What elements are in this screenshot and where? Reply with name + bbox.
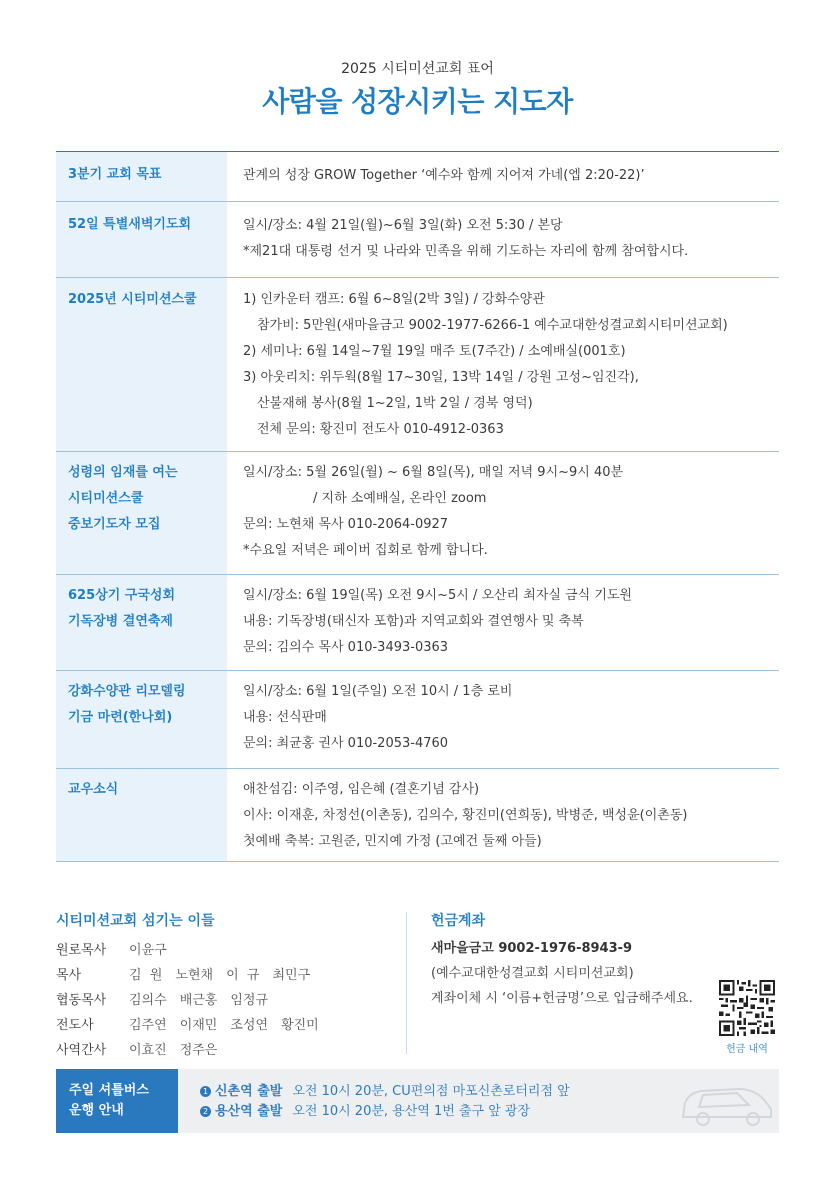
staff-role: 협동목사 [56, 993, 107, 1008]
content-line: *수요일 저녁은 페이버 집회로 함께 합니다. [243, 543, 488, 558]
content-line: 일시/장소: 6월 19일(목) 오전 9시~5시 / 오산리 최자실 금식 기도원 [243, 588, 632, 603]
staff-name: 김 원 [129, 968, 163, 983]
shuttle-label-line: 운행 안내 [69, 1103, 124, 1118]
row-content [227, 152, 779, 201]
number-badge: 1 [200, 1086, 211, 1097]
row-label-line: 625상기 구국성회 [68, 588, 176, 603]
number-badge: 2 [200, 1106, 211, 1117]
staff-name: 이 규 [226, 968, 260, 983]
shuttle-station: 용산역 출발 [215, 1104, 283, 1119]
shuttle-station: 신촌역 출발 [215, 1084, 283, 1099]
header-subtitle: 2025 시티미션교회 표어 [341, 61, 494, 77]
row-label [56, 202, 227, 277]
content-line: 문의: 노현채 목사 010-2064-0927 [243, 517, 449, 532]
row-content [227, 202, 779, 277]
content-line: 일시/장소: 6월 1일(주일) 오전 10시 / 1층 로비 [243, 684, 513, 699]
shuttle-detail: 오전 10시 20분, 용산역 1번 출구 앞 광장 [292, 1104, 530, 1119]
row-label-line: 2025년 시티미션스쿨 [68, 292, 197, 307]
content-line: 내용: 기독장병(태신자 포함)과 지역교회와 결연행사 및 축복 [243, 614, 584, 629]
section-divider [406, 912, 407, 1054]
staff-name: 이윤구 [129, 943, 167, 958]
announcement-row-quarter-goal [56, 152, 779, 202]
shuttle-item [200, 1082, 570, 1102]
row-label [56, 452, 227, 574]
staff-role: 목사 [56, 968, 82, 983]
staff-title: 시티미션교회 섬기는 이들 [56, 913, 215, 929]
content-line: 첫예배 축복: 고원준, 민지예 가정 (고예건 둘째 아들) [243, 834, 542, 849]
content-line: 이사: 이재훈, 차정선(이촌동), 김의수, 황진미(연희동), 박병준, 백성윤(이촌동) [243, 808, 688, 823]
row-label-line: 중보기도자 모집 [68, 517, 161, 532]
row-label-line: 기금 마련(한나회) [68, 710, 173, 725]
staff-row [56, 938, 406, 963]
content-line: / 지하 소예배실, 온라인 zoom [313, 491, 487, 506]
shuttle-bus-banner [56, 1069, 779, 1133]
staff-role: 전도사 [56, 1018, 94, 1033]
row-label-line: 성령의 임재를 여는 [68, 465, 178, 480]
staff-row [56, 988, 406, 1013]
transfer-note: 계좌이체 시 ‘이름+헌금명’으로 입금해주세요. [431, 991, 693, 1006]
row-label [56, 769, 227, 861]
staff-name: 이효진 [129, 1043, 167, 1058]
staff-role: 원로목사 [56, 943, 107, 958]
row-label [56, 278, 227, 451]
content-line: 2) 세미나: 6월 14일~7월 19일 매주 토(7주간) / 소예배실(001호) [243, 344, 626, 359]
row-label [56, 152, 227, 201]
content-line: 3) 아웃리치: 위두웍(8월 17~30일, 13박 14일 / 강원 고성~임진각), [243, 370, 639, 385]
announcement-row-intercessors [56, 452, 779, 575]
staff-name: 노현채 [175, 968, 214, 983]
announcement-row-dawn-prayer [56, 202, 779, 278]
content-line: 애찬섬김: 이주영, 임은혜 (결혼기념 감사) [243, 782, 480, 797]
content-line: 관계의 성장 GROW Together ‘예수와 함께 지어져 가네(엡 2:20-22)’ [243, 168, 645, 183]
row-content [227, 769, 779, 861]
row-content [227, 278, 779, 451]
shuttle-items [200, 1082, 570, 1122]
shuttle-label [56, 1069, 178, 1133]
row-label-line: 교우소식 [68, 782, 119, 797]
row-label [56, 575, 227, 670]
offering-account-title: 헌금계좌 [431, 913, 486, 929]
row-label-line: 3분기 교회 목표 [68, 167, 162, 182]
announcement-row-remodeling-fund [56, 671, 779, 769]
shuttle-detail: 오전 10시 20분, CU편의점 마포신촌로터리점 앞 [292, 1084, 570, 1099]
row-label-line: 강화수양관 리모델링 [68, 684, 186, 699]
staff-name: 조성연 [230, 1018, 269, 1033]
content-line: *제21대 대통령 선거 및 나라와 민족을 위해 기도하는 자리에 함께 참여합시다. [243, 244, 689, 259]
row-content [227, 575, 779, 670]
content-line: 일시/장소: 4월 21일(월)~6월 3일(화) 오전 5:30 / 본당 [243, 218, 563, 233]
staff-section [56, 910, 406, 1063]
account-number: 새마을금고 9002-1976-8943-9 [431, 941, 633, 956]
row-label-line: 시티미션스쿨 [68, 491, 144, 506]
content-line: 참가비: 5만원(새마을금고 9002-1977-6266-1 예수교대한성결교회시티미션교회) [257, 318, 728, 333]
staff-name: 최민구 [272, 968, 311, 983]
content-line: 내용: 선식판매 [243, 710, 327, 725]
content-line: 1) 인카운터 캠프: 6월 6~8일(2박 3일) / 강화수양관 [243, 292, 545, 307]
announcement-row-mission-school [56, 278, 779, 452]
row-content [227, 671, 779, 768]
row-label-line: 52일 특별새벽기도회 [68, 217, 192, 232]
staff-name: 배근홍 [179, 993, 218, 1008]
row-label-line: 기독장병 결연축제 [68, 614, 173, 629]
staff-name: 정주은 [179, 1043, 218, 1058]
content-line: 일시/장소: 5월 26일(월) ~ 6월 8일(목), 매일 저녁 9시~9시 40분 [243, 465, 624, 480]
announcement-table [56, 151, 779, 862]
staff-row [56, 1038, 406, 1063]
account-holder: (예수교대한성결교회 시티미션교회) [431, 966, 634, 981]
qr-code-icon[interactable] [719, 980, 775, 1036]
content-line: 문의: 김의수 목사 010-3493-0363 [243, 640, 449, 655]
shuttle-item [200, 1102, 570, 1122]
row-content [227, 452, 779, 574]
staff-name: 임정규 [230, 993, 269, 1008]
staff-name: 이재민 [179, 1018, 218, 1033]
page-title: 사람을 성장시키는 지도자 [262, 85, 573, 118]
content-line: 문의: 최균홍 권사 010-2053-4760 [243, 736, 449, 751]
content-line: 산불재해 봉사(8월 1~2일, 1박 2일 / 경북 영덕) [257, 396, 533, 411]
announcement-row-member-news [56, 769, 779, 862]
staff-row [56, 963, 406, 988]
qr-caption: 헌금 내역 [726, 1044, 768, 1055]
shuttle-label-line: 주일 셔틀버스 [69, 1083, 149, 1098]
staff-role: 사역간사 [56, 1043, 107, 1058]
announcement-row-625-rally [56, 575, 779, 671]
staff-name: 김의수 [129, 993, 167, 1008]
content-line: 전체 문의: 황진미 전도사 010-4912-0363 [257, 422, 504, 437]
row-label [56, 671, 227, 768]
van-icon [679, 1079, 775, 1129]
staff-name: 김주연 [129, 1018, 167, 1033]
staff-name: 황진미 [281, 1018, 319, 1033]
staff-row [56, 1013, 406, 1038]
